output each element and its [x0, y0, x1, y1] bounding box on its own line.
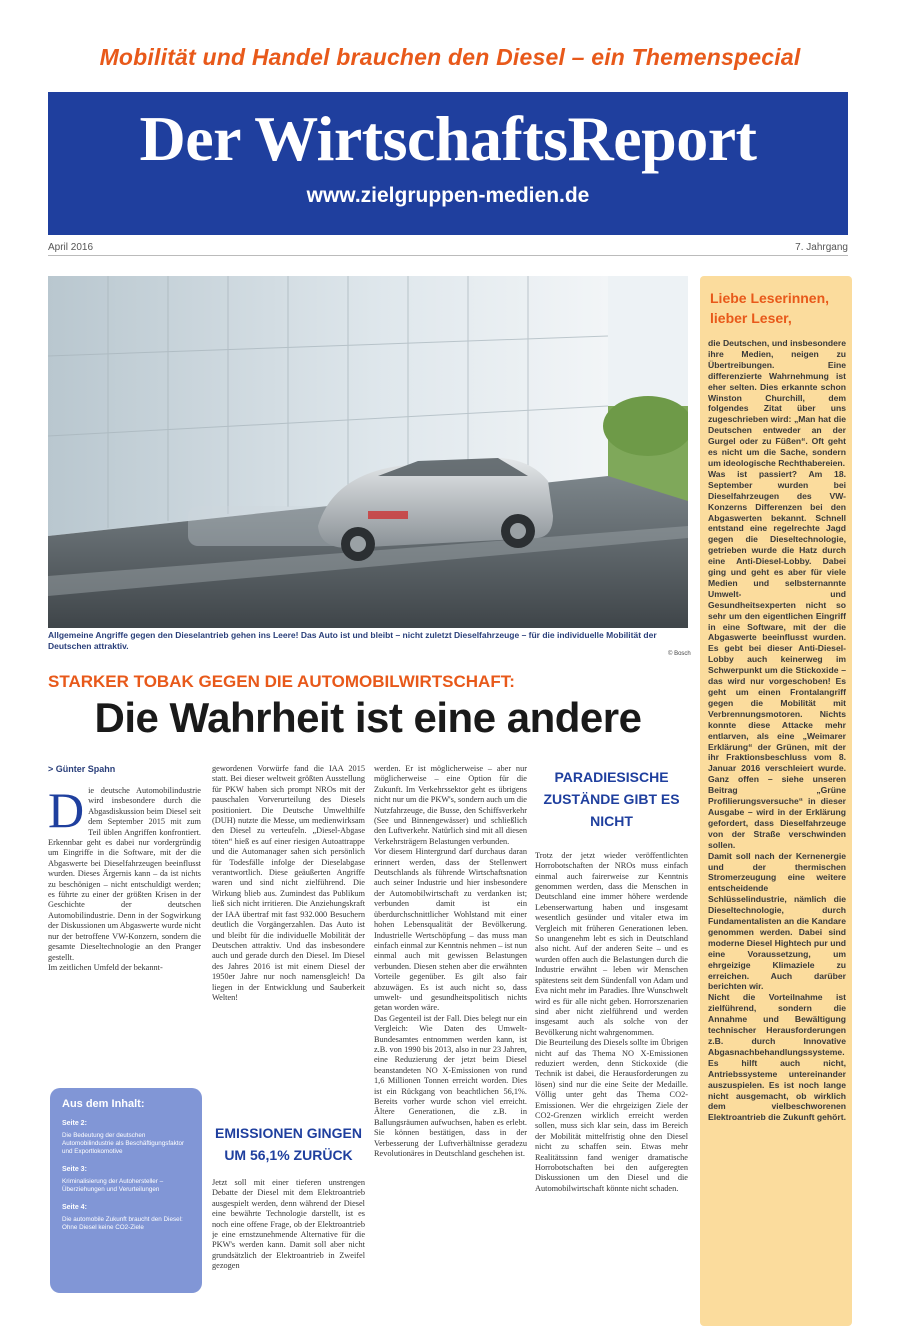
masthead	[48, 92, 848, 235]
contents-item[interactable]	[62, 1120, 192, 1156]
column-2-text-b: Jetzt soll mit einer tieferen unstrengen Debatte der Diesel mit dem Elektroantrieb ausgespielt werden, denn während der Diesel eine bewährte Technologie darstellt, ist es noch eine offene Frage, ob der Elektroantrieb je eine ernstzunehmende Alternative für die PKW's werden kann. Damit soll aber nicht grundsätzlich der Elektroantrieb in Zweifel gezogen	[212, 1178, 365, 1271]
contents-item[interactable]	[62, 1166, 192, 1194]
article-column-3: werden. Er ist möglicherweise – aber nur möglicherweise – eine Option für die Zukunft. Im Verkehrssektor geht es übrigens nicht nur um die PKW's, sondern auch um die Nutzfahrzeuge, die Busse, den Schiffsverkehr (See und Binnengewässer) und schließlich den Luftverkehr. Natürlich sind mit all diesen Verkehrsträgern Belastungen verbunden. Vor diesem Hintergrund darf durchaus daran erinnert werden, dass der Stellenwert Deutschlands als führende Wirtschaftsnation auch seiner Industrie und hier insbesondere der Automobilwirtschaft zu verdanken ist; verbunden damit ist ein überdurchschnittlicher Wohlstand mit einer hohen Lebensqualität der Bevölkerung. Industrielle Wertschöpfung – das muss man einfach einmal zur Kenntnis nehmen – ist nun einmal auch mit gewissen Belastungen verbunden. Diesen stehen aber die erwähnten Vorteile gegenüber. Es gilt also fair abzuwägen. Es ist auch nicht so, dass umwelt- und gesundheitspolitisch nichts getan worden wäre. Das Gegenteil ist der Fall. Dies belegt nur ein Vergleich: Wie Daten des Umwelt-Bundesamtes entnommen werden kann, ist z.B. von 1990 bis 2013, also in nur 23 Jahren, eine Reduzierung der jetzt beim Diesel beanstandeten NO X-Emissionen von rund 1,6 Millionen Tonnen erreicht worden. Dies ist ein Rückgang von beachtlichen 56,1%. Bereits vorher wurde schon viel erreicht. Ältere Generationen, die z.B. in Ballungsräumen aufwuchsen, haben es erlebt. Sie können bestätigen, dass in der Verbesserung der Luftverhältnisse geradezu Revolutionäres in Deutschland geschehen ist.	[374, 764, 527, 1159]
contents-item-text: Kriminalisierung der Autohersteller – Überziehungen und Verurteilungen	[62, 1178, 164, 1193]
contents-item-page: Seite 2:	[62, 1120, 87, 1127]
subhead-emissionen: EMISSIONEN GINGEN UM 56,1% ZURÜCK	[214, 1125, 363, 1163]
contents-box	[50, 1088, 202, 1293]
subhead-paradiesische: PARADIESISCHE ZUSTÄNDE GIBT ES NICHT	[543, 769, 680, 830]
article-column-1	[48, 786, 201, 1078]
article-column-2	[212, 764, 365, 1319]
column-4-text: Trotz der jetzt wieder veröffentlichten Horrobotschaften der NROs muss einfach einmal auch fairerweise zur Kenntnis genommen werden, dass die Menschen in Deutschland eine immer höhere werdende Lebenserwartung haben und insgesamt wesentlich gesünder und vitaler etwa im Vergleich mit früheren Generationen leben. So unangenehm lebt es sich in Deutschland also nicht. Auf der anderen Seite – und es wurden offen auch die Belastungen durch die Industrie erwähnt – leben wir Menschen spätestens seit dem Sündenfall von Adam und Eva nicht mehr im Paradies. Ihre Wunschwelt wird es für alle nicht geben. Horrorszenarien sind aber nicht zielführend und werden insgesamt auch als solche von der Bevölkerung nicht wahrgenommen. Die Beurteilung des Diesels sollte im Übrigen nicht auf das Thema NO X-Emissionen reduziert werden, denn Stickoxide (die Technik ist dabei, die Herausforderungen zu lösen) sind nur die eine Seite der Medaille. Völlig unter geht das Thema CO2-Emissionen. Wer die ehrgeizigen Ziele der CO2-Grenzen wirklich erreicht werden sollen, muss sich klar sein, dass im Bereich der Mobilität mittelfristig ohne den Diesel nicht zu schaffen sein. Etwas mehr Realitätssinn fand weniger dramatische Horrobotschaften bei den aufgeregten Diskussionen um den Diesel und die Automobilwirtschaft könnte nicht schaden.	[535, 850, 688, 1193]
newspaper-title: Der WirtschaftsReport	[139, 103, 757, 174]
issue-volume: 7. Jahrgang	[795, 242, 848, 253]
contents-item-text: Die Bedeutung der deutschen Automobilindustrie als Beschäftigungsfaktor und Exportlokomotive	[62, 1132, 185, 1155]
car-illustration	[48, 276, 688, 628]
contents-title: Aus dem Inhalt:	[62, 1098, 145, 1110]
photo-credit: © Bosch	[668, 651, 691, 657]
article-author: > Günter Spahn	[48, 764, 116, 774]
contents-list	[62, 1120, 192, 1242]
article-column-4	[535, 764, 688, 1319]
drop-cap: D	[48, 786, 85, 838]
contents-item-text: Die automobile Zukunft braucht den Diesel: Ohne Diesel keine CO2-Ziele	[62, 1216, 183, 1231]
column-2-text-a: gewordenen Vorwürfe fand die IAA 2015 statt. Bei dieser weltweit größten Ausstellung für PKW haben sich prompt NROs mit der pauschalen Vorverurteilung des Diesels positioniert. Die Deutsche Umwelthilfe (DUH) nutzte die Messe, um medienwirksam den Diesel zu verteufeln. „Diesel-Abgase töten“ hieß es auf einer riesigen Autoattrappe und die Automanager sahen sich persönlich für Todesfälle infolge der Dieselabgase verantwortlich. Diese geäußerten Angriffe waren und sind nicht zielführend. Die Wirkung blieb aus. Zumindest das Publikum ließ sich nicht irritieren. Die Anziehungskraft der IAA übertraf mit fast 932.000 Besuchern deutlich die Vorgängerzahlen. Das Auto ist und bleibt für die individuelle Mobilität der Deutschen attraktiv. Und das insbesondere auch und gerade durch den Diesel. Im Diesel des Jahres 2016 ist mit einem Diesel der 1950er Jahre nur noch namensgleich! Da liegen in der Entwicklung und Sauberkeit Welten!	[212, 764, 365, 1002]
contents-item[interactable]	[62, 1204, 192, 1232]
contents-item-page: Seite 3:	[62, 1166, 87, 1173]
sidebar-greeting: Liebe Leserinnen, lieber Leser,	[710, 290, 830, 326]
article-headline: Die Wahrheit ist eine andere	[94, 694, 642, 741]
article-kicker: STARKER TOBAK GEGEN DIE AUTOMOBILWIRTSCHAFT:	[48, 672, 515, 691]
issue-date: April 2016	[48, 242, 94, 253]
website-link[interactable]: www.zielgruppen-medien.de	[306, 184, 590, 207]
column-1-text: ie deutsche Automobilindustrie wird insbesondere durch die Abgasdiskussion beim Diesel seit dem September 2015 mit zum Teil üblen Angriffen konfrontiert. Erkennbar geht es dabei nur vordergründig um Eingriffe in die Software, mit der die Abgaswerte bei Dieselfahrzeugen beeinflusst wurden. Dieses Ärgernis kann – da ist nichts zu beschönigen – nicht entschuldigt werden; es führte zu einer der größten Krisen in der Geschichte der deutschen Automobilindustrie. Denn in der Sogwirkung der Diskussionen um Abgaswerte wurde nicht nur der betroffene VW-Konzern, sondern die gesamte Dieseltechnologie an den Pranger gestellt. Im zeitlichen Umfeld der bekannt-	[48, 786, 201, 972]
issue-meta-row	[48, 240, 848, 256]
contents-item-page: Seite 4:	[62, 1204, 87, 1211]
hero-caption: Allgemeine Angriffe gegen den Dieselantrieb gehen ins Leere! Das Auto ist und bleibt – nicht zuletzt Dieselfahrzeuge – für die individuelle Mobilität der Deutschen attraktiv.	[48, 630, 657, 651]
hero-photo	[48, 276, 688, 628]
editorial-sidebar	[700, 276, 852, 1326]
themenspecial-tagline: Mobilität und Handel brauchen den Diesel – ein Themenspecial	[99, 44, 801, 70]
sidebar-editorial-text: die Deutschen, und insbesondere ihre Medien, neigen zu Übertreibungen. Eine differenzierte Wahrnehmung ist eher selten. Dies erkannte schon Winston Churchill, dem folgendes Zitat über uns zugeschrieben wird: „Man hat die Deutschen entweder an der Gurgel oder zu Füßen“. Oft geht es nicht um die Sache, sondern um ideologische Rechthabereien. Was ist passiert? Am 18. September wurden bei Dieselfahrzeugen des VW-Konzerns Differenzen bei den Abgaswerten bekannt. Schnell entstand eine regelrechte Jagd gegen die Dieseltechnologie, getrieben wurde die Hatz durch eine Anti-Diesel-Lobby. Dabei ging und geht es aber für viele Medien und selbsternannte Umwelt- und Gesundheitsexperten nicht so sehr um den eigentlichen Eingriff in eine Software, mit der die Abgaswerte beeinflusst wurden. Es gebt bei dieser Anti-Diesel-Lobby auch keinerweg im Schwerpunkt um die Stickoxide – das wird nur vorgeschoben! Es geht um einen Frontalangriff gegen die Mobilität mit Verbrennungsmotoren. Nichts konnte diese Attacke mehr entlarven, als eine „Weimarer Erklärung“ der Grünen, mit der ihr Fraktionsbeschluss vom 8. Januar 2016 verschleiert wurde. Ganz offen – siehe unseren Beitrag „Grüne Profilierungsversuche“ in dieser Ausgabe – wird in der Erklärung gefordert, dass Dieselfahrzeuge von der Straße verschwinden sollen. Damit soll nach der Kernenergie und der thermischen Stromerzeugung eine weitere entscheidende Schlüsselindustrie, nämlich die Dieseltechnologie, durch Fundamentalisten an die Kandare genommen werden. Dabei sind moderne Diesel Hightech pur und eine Voraussetzung, um ehrgeizige Klimaziele zu erreichen. Auch darüber berichten wir. Nicht die Vorteilnahme ist zielführend, sondern die Annahme und Bewältigung technischer Herausforderungen z.B. durch Innovative Abgasnachbehandlungssysteme. Es hilft auch nicht, Antriebssysteme untereinander auszuspielen. Es ist noch lange nicht ausgemacht, ob wirklich dem vielbeschworenen Elektroantrieb die Zukunft gehört.	[708, 338, 846, 1123]
